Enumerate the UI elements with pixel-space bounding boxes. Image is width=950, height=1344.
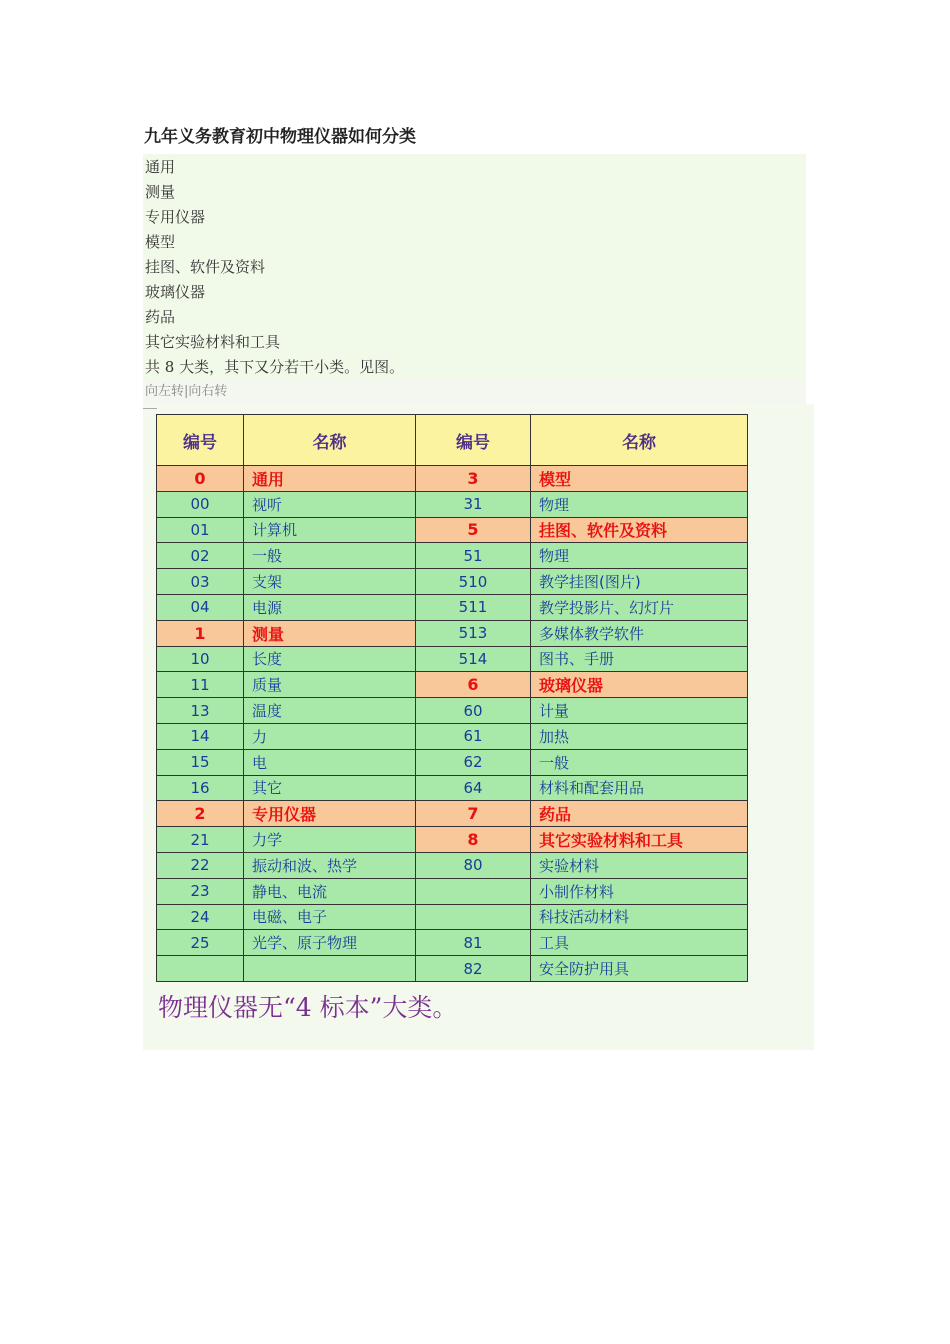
subcategory-name-cell: 光学、原子物理 [244, 930, 416, 956]
intro-line: 测量 [145, 183, 176, 201]
table-row [157, 698, 748, 724]
category-code-cell: 1 [157, 620, 244, 646]
subcategory-name-cell: 教学挂图(图片) [531, 569, 748, 595]
subcategory-code-cell: 81 [416, 930, 531, 956]
table-row [157, 801, 748, 827]
header-code-1: 编号 [157, 415, 244, 466]
subcategory-code-cell: 15 [157, 749, 244, 775]
subcategory-name-cell: 支架 [244, 569, 416, 595]
table-row [157, 723, 748, 749]
subcategory-name-cell: 电 [244, 749, 416, 775]
rotate-separator: | [184, 384, 189, 399]
header-name-1: 名称 [244, 415, 416, 466]
rotate-left-link[interactable]: 向左转 [145, 384, 185, 399]
subcategory-name-cell: 小制作材料 [531, 878, 748, 904]
table-row [157, 517, 748, 543]
category-name-cell: 专用仪器 [244, 801, 416, 827]
rotate-bar [143, 380, 806, 404]
subcategory-name-cell: 计量 [531, 698, 748, 724]
subcategory-code-cell: 64 [416, 775, 531, 801]
category-code-cell: 5 [416, 517, 531, 543]
subcategory-name-cell: 质量 [244, 672, 416, 698]
subcategory-code-cell: 31 [416, 491, 531, 517]
subcategory-name-cell: 力学 [244, 827, 416, 853]
subcategory-code-cell: 04 [157, 594, 244, 620]
subcategory-code-cell: 25 [157, 930, 244, 956]
intro-line: 模型 [145, 233, 176, 251]
header-name-2: 名称 [531, 415, 748, 466]
table-row [157, 543, 748, 569]
table-row [157, 852, 748, 878]
intro-panel [143, 154, 806, 380]
subcategory-name-cell: 工具 [531, 930, 748, 956]
subcategory-code-cell: 02 [157, 543, 244, 569]
subcategory-name-cell: 其它 [244, 775, 416, 801]
intro-line: 通用 [145, 158, 176, 176]
subcategory-name-cell: 一般 [244, 543, 416, 569]
intro-line: 专用仪器 [145, 208, 206, 226]
image-corner-mark [143, 408, 157, 409]
subcategory-name-cell: 电源 [244, 594, 416, 620]
subcategory-code-cell: 511 [416, 594, 531, 620]
subcategory-name-cell: 图书、手册 [531, 646, 748, 672]
subcategory-code-cell: 21 [157, 827, 244, 853]
subcategory-name-cell: 一般 [531, 749, 748, 775]
subcategory-code-cell: 80 [416, 852, 531, 878]
category-code-cell: 8 [416, 827, 531, 853]
subcategory-name-cell: 物理 [531, 491, 748, 517]
subcategory-code-cell [416, 878, 531, 904]
table-header-row [157, 415, 748, 466]
page-title: 九年义务教育初中物理仪器如何分类 [144, 127, 416, 147]
intro-line: 其它实验材料和工具 [145, 333, 281, 351]
subcategory-name-cell [244, 956, 416, 982]
subcategory-code-cell: 60 [416, 698, 531, 724]
table-row [157, 749, 748, 775]
table-row [157, 775, 748, 801]
subcategory-name-cell: 温度 [244, 698, 416, 724]
table-row [157, 620, 748, 646]
category-name-cell: 测量 [244, 620, 416, 646]
subcategory-code-cell: 03 [157, 569, 244, 595]
category-name-cell: 药品 [531, 801, 748, 827]
subcategory-code-cell: 24 [157, 904, 244, 930]
table-row [157, 491, 748, 517]
subcategory-name-cell: 实验材料 [531, 852, 748, 878]
subcategory-code-cell: 51 [416, 543, 531, 569]
footnote: 物理仪器无“4 标本”大类。 [158, 993, 458, 1022]
subcategory-name-cell: 长度 [244, 646, 416, 672]
subcategory-code-cell: 00 [157, 491, 244, 517]
subcategory-name-cell: 安全防护用具 [531, 956, 748, 982]
rotate-right-link[interactable]: 向右转 [188, 384, 228, 399]
subcategory-code-cell [157, 956, 244, 982]
header-code-2: 编号 [416, 415, 531, 466]
table-row [157, 956, 748, 982]
category-code-cell: 7 [416, 801, 531, 827]
subcategory-name-cell: 计算机 [244, 517, 416, 543]
table-row [157, 827, 748, 853]
subcategory-name-cell: 电磁、电子 [244, 904, 416, 930]
category-name-cell: 挂图、软件及资料 [531, 517, 748, 543]
intro-line: 玻璃仪器 [145, 283, 206, 301]
subcategory-code-cell: 514 [416, 646, 531, 672]
subcategory-code-cell: 82 [416, 956, 531, 982]
category-name-cell: 玻璃仪器 [531, 672, 748, 698]
subcategory-code-cell: 510 [416, 569, 531, 595]
subcategory-code-cell: 14 [157, 723, 244, 749]
subcategory-code-cell: 62 [416, 749, 531, 775]
subcategory-code-cell: 61 [416, 723, 531, 749]
category-code-cell: 0 [157, 466, 244, 492]
subcategory-name-cell: 力 [244, 723, 416, 749]
subcategory-code-cell: 01 [157, 517, 244, 543]
subcategory-code-cell: 13 [157, 698, 244, 724]
intro-line: 药品 [145, 308, 176, 326]
subcategory-code-cell: 513 [416, 620, 531, 646]
subcategory-name-cell: 加热 [531, 723, 748, 749]
table-row [157, 930, 748, 956]
intro-line: 共 8 大类，其下又分若干小类。见图。 [145, 358, 405, 376]
table-row [157, 466, 748, 492]
table-row [157, 646, 748, 672]
table-row [157, 672, 748, 698]
classification-table [156, 414, 748, 982]
rotate-links [145, 382, 227, 402]
subcategory-name-cell: 教学投影片、幻灯片 [531, 594, 748, 620]
subcategory-code-cell: 10 [157, 646, 244, 672]
subcategory-name-cell: 多媒体教学软件 [531, 620, 748, 646]
subcategory-name-cell: 材料和配套用品 [531, 775, 748, 801]
table-row [157, 594, 748, 620]
category-name-cell: 其它实验材料和工具 [531, 827, 748, 853]
subcategory-name-cell: 物理 [531, 543, 748, 569]
intro-line: 挂图、软件及资料 [145, 258, 266, 276]
category-code-cell: 2 [157, 801, 244, 827]
subcategory-code-cell [416, 904, 531, 930]
subcategory-code-cell: 22 [157, 852, 244, 878]
category-name-cell: 通用 [244, 466, 416, 492]
subcategory-name-cell: 科技活动材料 [531, 904, 748, 930]
table-row [157, 904, 748, 930]
subcategory-code-cell: 16 [157, 775, 244, 801]
subcategory-code-cell: 11 [157, 672, 244, 698]
subcategory-name-cell: 静电、电流 [244, 878, 416, 904]
table-row [157, 878, 748, 904]
category-name-cell: 模型 [531, 466, 748, 492]
category-code-cell: 6 [416, 672, 531, 698]
table-row [157, 569, 748, 595]
subcategory-name-cell: 振动和波、热学 [244, 852, 416, 878]
category-code-cell: 3 [416, 466, 531, 492]
subcategory-code-cell: 23 [157, 878, 244, 904]
subcategory-name-cell: 视听 [244, 491, 416, 517]
